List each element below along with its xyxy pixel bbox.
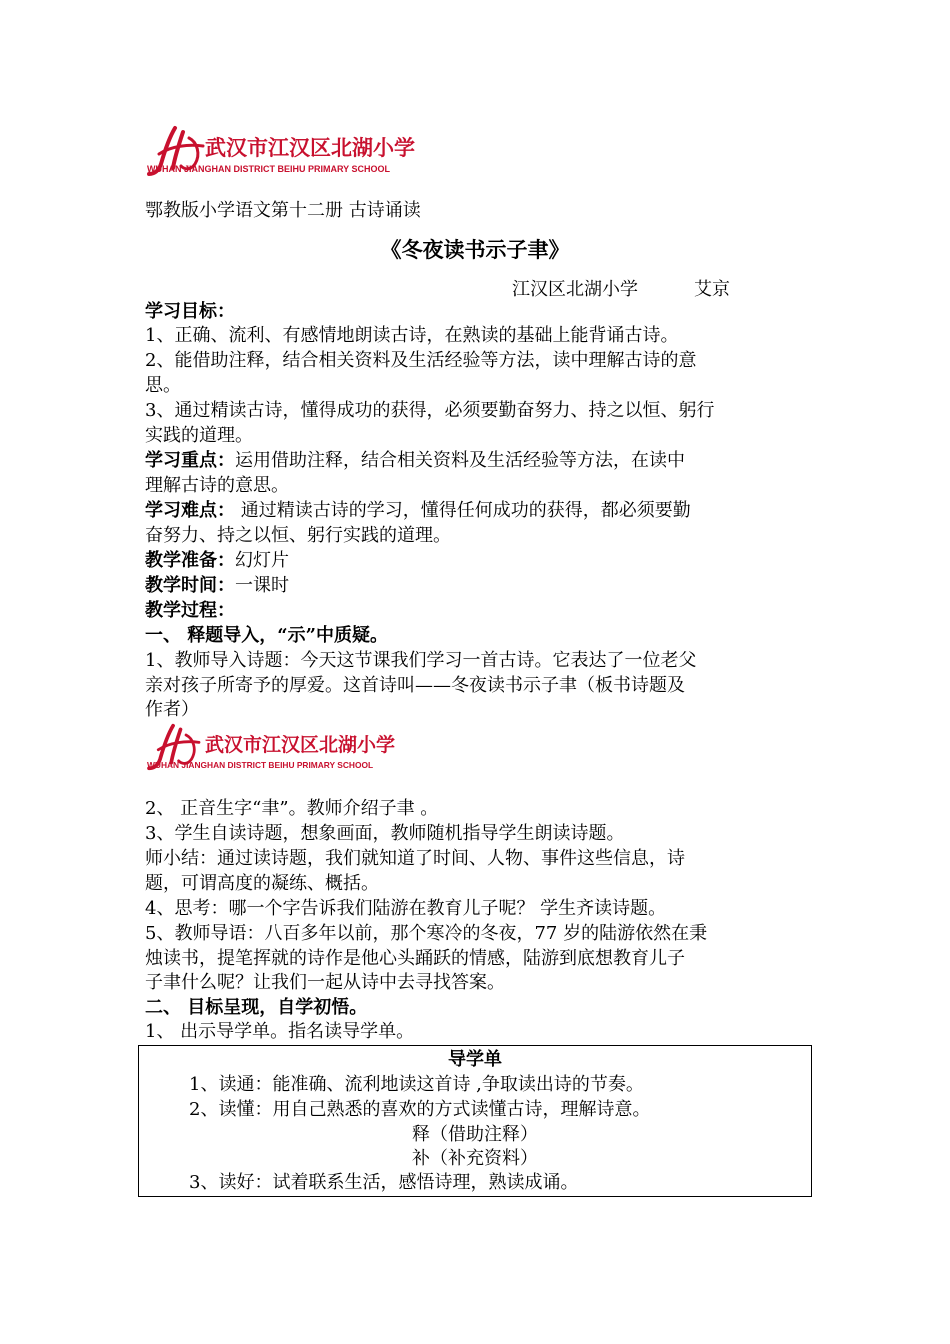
goals-heading: 学习目标：: [145, 301, 235, 322]
school-logo-en: WUHAN JIANGHAN DISTRICT BEIHU PRIMARY SCHOOL: [147, 164, 391, 174]
guide-heading: 导学单: [448, 1049, 502, 1070]
guide-sheet-box: [138, 1045, 812, 1197]
prep-label: 教学准备：: [145, 550, 235, 571]
focus-line: [145, 449, 685, 473]
s1-para-2: 2、 正音生字“聿”。教师介绍子聿 。: [145, 798, 439, 819]
time-value: 一课时: [235, 575, 289, 596]
goal-3: 3、通过精读古诗，懂得成功的获得，必须要勤奋努力、持之以恒、躬行: [145, 400, 715, 421]
author-line: [512, 275, 730, 301]
school-logo-en: WUHAN JIANGHAN DISTRICT BEIHU PRIMARY SCHOOL: [147, 760, 374, 770]
guide-item-1: 1、读通：能准确、流利地读这首诗 ,争取读出诗的节奏。: [189, 1074, 644, 1095]
focus-label: 学习重点：: [145, 450, 235, 471]
prep-line: [145, 549, 289, 573]
difficulty-label: 学习难点：: [145, 500, 235, 521]
difficulty-line: [145, 499, 691, 523]
goal-3-cont: 实践的道理。: [145, 425, 253, 446]
school-logo-cn: 武汉市江汉区北湖小学: [205, 734, 396, 756]
focus-cont: 理解古诗的意思。: [145, 475, 289, 496]
guide-item-2b: 补（补充资料）: [412, 1148, 538, 1169]
s1-para-1-cont: 亲对孩子所寄予的厚爱。这首诗叫——冬夜读书示子聿（板书诗题及: [145, 675, 685, 696]
difficulty-cont: 奋努力、持之以恒、躬行实践的道理。: [145, 525, 451, 546]
s1-para-1: 1、教师导入诗题：今天这节课我们学习一首古诗。它表达了一位老父: [145, 650, 697, 671]
goal-1: 1、正确、流利、有感情地朗读古诗，在熟读的基础上能背诵古诗。: [145, 325, 679, 346]
focus-text: 运用借助注释，结合相关资料及生活经验等方法，在读中: [235, 450, 685, 471]
s1-para-6-cont: 烛读书，提笔挥就的诗作是他心头踊跃的情感，陆游到底想教育儿子: [145, 948, 685, 969]
s2-para-1: 1、 出示导学单。指名读导学单。: [145, 1021, 415, 1042]
page-title: 《冬夜读书示子聿》: [380, 237, 570, 262]
s1-para-4: 师小结：通过读诗题，我们就知道了时间、人物、事件这些信息，诗: [145, 848, 685, 869]
school-logo-cn: 武汉市江汉区北湖小学: [205, 136, 415, 160]
s1-para-3: 3、学生自读诗题，想象画面，教师随机指导学生朗读诗题。: [145, 823, 625, 844]
section-2-title: 二、 目标呈现，自学初悟。: [145, 997, 368, 1018]
s1-para-6: 5、教师导语：八百多年以前，那个寒冷的冬夜，77 岁的陆游依然在秉: [145, 923, 708, 944]
guide-item-3: 3、读好：试着联系生活，感悟诗理，熟读成诵。: [189, 1172, 579, 1193]
process-heading: 教学过程：: [145, 600, 235, 621]
school-name: 江汉区北湖小学: [512, 279, 638, 300]
goal-2: 2、能借助注释，结合相关资料及生活经验等方法，读中理解古诗的意: [145, 350, 697, 371]
prep-value: 幻灯片: [235, 550, 289, 571]
s1-para-1-cont2: 作者）: [145, 699, 199, 720]
time-line: [145, 574, 289, 598]
s1-para-6-cont2: 子聿什么呢？让我们一起从诗中去寻找答案。: [145, 972, 505, 993]
school-logo: [145, 124, 415, 178]
s1-para-4-cont: 题，可谓高度的凝练、概括。: [145, 873, 379, 894]
author-name: 艾京: [694, 279, 730, 300]
goal-2-cont: 思。: [145, 375, 181, 396]
guide-item-2a: 释（借助注释）: [412, 1124, 538, 1145]
section-1-title: 一、 释题导入，“示”中质疑。: [145, 625, 388, 646]
time-label: 教学时间：: [145, 575, 235, 596]
s1-para-5: 4、思考：哪一个字告诉我们陆游在教育儿子呢？ 学生齐读诗题。: [145, 898, 667, 919]
book-line: 鄂教版小学语文第十二册 古诗诵读: [145, 200, 421, 221]
guide-item-2: 2、读懂：用自己熟悉的喜欢的方式读懂古诗，理解诗意。: [189, 1099, 651, 1120]
school-logo-2: [145, 722, 395, 774]
difficulty-text: 通过精读古诗的学习，懂得任何成功的获得，都必须要勤: [235, 500, 691, 521]
